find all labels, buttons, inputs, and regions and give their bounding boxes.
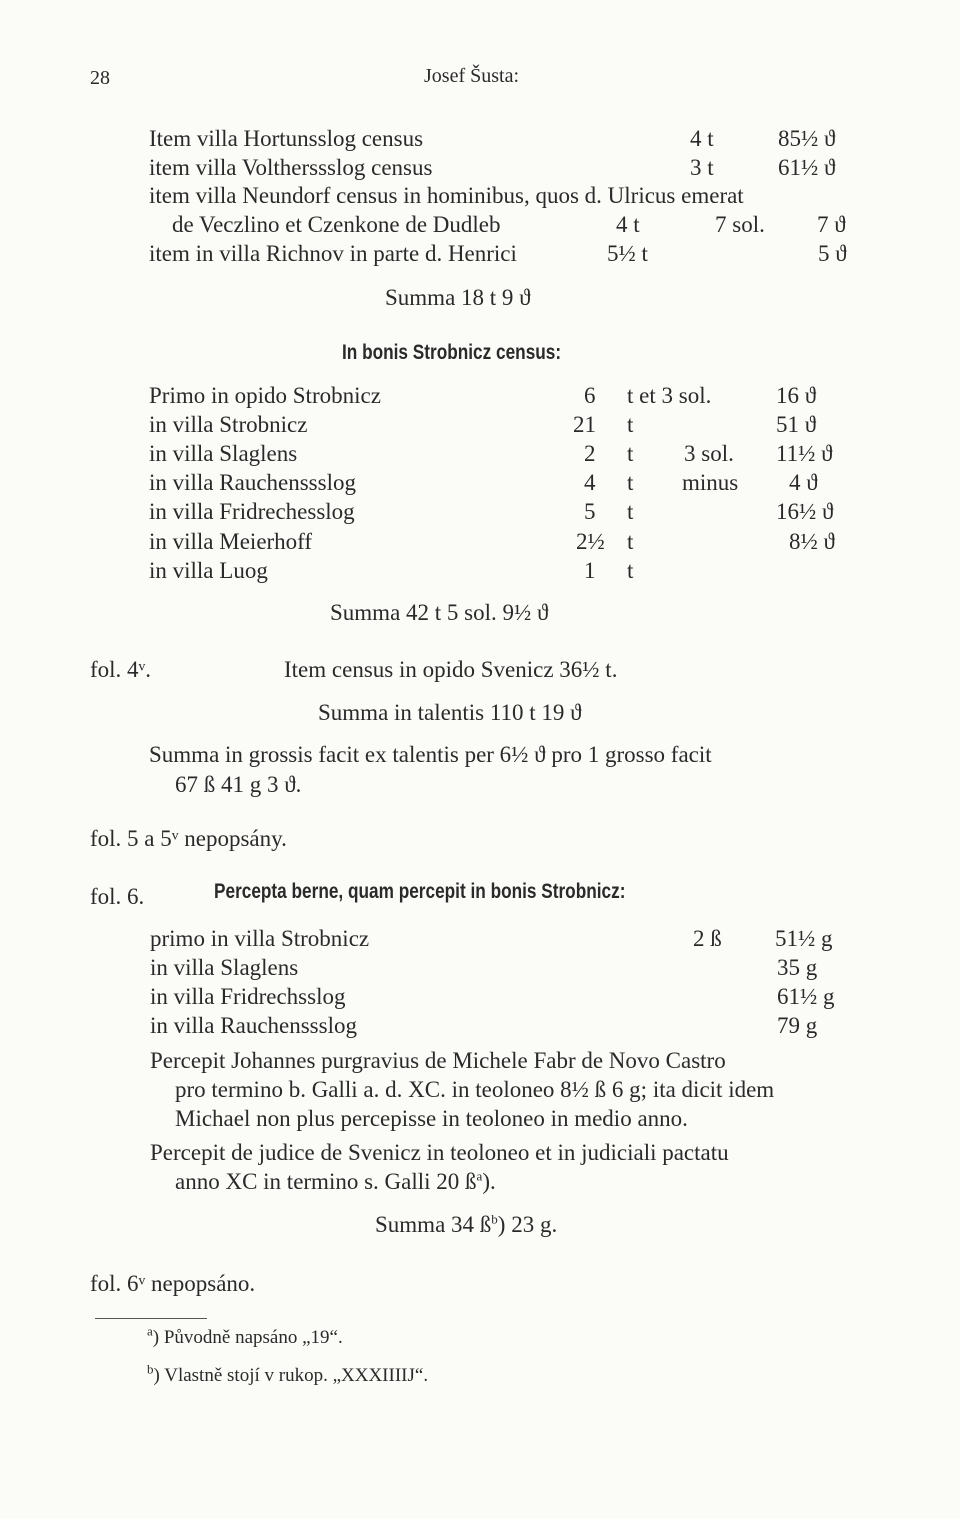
row-denarii: 16½ ϑ [776,499,834,524]
entry-richnov-talents: 5½ t [607,241,648,266]
row-place: in villa Meierhoff [149,529,313,554]
entry-voltherssslog-talents: 3 t [690,155,714,180]
row-grossi: 79 g [777,1013,818,1038]
row-talents: t [627,529,634,554]
folio-6v-note: fol. 6ᵛ nepopsáno. [90,1271,256,1296]
row-talents: t [627,470,634,495]
row-place: in villa Slaglens [150,955,299,980]
row-grossi: 61½ g [777,984,835,1009]
entry-hortunsslog: Item villa Hortunsslog census [149,126,424,151]
row-denarii: 16 ϑ [776,383,817,408]
row-talents: t [627,441,634,466]
paragraph-johannes-line1: Percepit Johannes purgravius de Michele Fabr de Novo Castro [150,1048,726,1073]
running-title: Josef Šusta: [424,65,519,87]
paragraph-johannes-line2: pro termino b. Galli a. d. XC. in teoloneo 8½ ß 6 g; ita dicit idem [175,1077,775,1102]
summa-grossis-line2: 67 ß 41 g 3 ϑ. [175,772,302,797]
paragraph-svenicz-line2: anno XC in termino s. Galli 20 $ß^a$). [175,1168,496,1194]
row-place: in villa Luog [149,558,268,583]
row-grossi: 51½ g [775,926,833,951]
entry-voltherssslog: item villa Voltherssslog census [149,155,433,180]
footnote-divider [95,1318,207,1319]
row-denarii: 4 ϑ [789,470,818,495]
row-talents: t et 3 sol. [627,383,712,408]
row-place: Primo in opido Strobnicz [149,383,381,408]
summa-grossis-line1: Summa in grossis facit ex talentis per 6½ ϑ pro 1 grosso facit [149,742,712,767]
section-heading-berne: Percepta berne, quam percepit in bonis Strobnicz: [214,880,626,903]
row-talents: t [627,412,634,437]
paragraph-johannes-line3: Michael non plus percepisse in teoloneo in medio anno. [175,1106,688,1131]
entry-neundorf-line1: item villa Neundorf census in hominibus, quos d. Ulricus emerat [149,183,744,208]
entry-neundorf-sol: 7 sol. [715,212,765,237]
row-place: in villa Rauchenssslog [150,1013,357,1038]
section-heading-strobnicz: In bonis Strobnicz census: [342,341,562,364]
row-number: 21 [573,412,596,437]
entry-hortunsslog-talents: 4 t [690,126,714,151]
footnote-b: $^b$) Vlastně stojí v rukop. „XXXIIIIJ“. [147,1361,429,1386]
footnote-ref-b: b [491,1211,498,1227]
paragraph-svenicz-line1: Percepit de judice de Svenicz in teoloneo et in judiciali pactatu [150,1140,729,1165]
row-sexagenae: 2 ß [693,926,722,951]
row-grossi: 35 g [777,955,818,980]
row-extra: 3 sol. [684,441,734,466]
folio-5-note: fol. 5 a 5ᵛ nepopsány. [90,826,287,851]
entry-hortunsslog-denarii: 85½ ϑ [778,126,836,151]
entry-neundorf-talents: 4 t [616,212,640,237]
summa-block1: Summa 18 t 9 ϑ [385,285,531,310]
summa-strobnicz: Summa 42 t 5 sol. 9½ ϑ [330,600,549,625]
entry-neundorf-line2: de Veczlino et Czenkone de Dudleb [172,212,501,237]
folio-4v-label: fol. 4ᵛ. [90,657,152,682]
row-number: 2½ [576,529,605,554]
entry-voltherssslog-denarii: 61½ ϑ [778,155,836,180]
entry-neundorf-denarii: 7 ϑ [817,212,846,237]
row-number: 4 [584,470,596,495]
page-number: 28 [90,67,110,89]
row-place: in villa Rauchenssslog [149,470,356,495]
row-number: 2 [584,441,596,466]
row-place: in villa Slaglens [149,441,298,466]
row-denarii: 8½ ϑ [789,529,835,554]
row-talents: t [627,558,634,583]
summa-talentis: Summa in talentis 110 t 19 ϑ [318,700,582,725]
row-place: primo in villa Strobnicz [150,926,370,951]
row-denarii: 51 ϑ [776,412,817,437]
folio-4v-text: Item census in opido Svenicz 36½ t. [284,657,618,682]
row-number: 5 [584,499,596,524]
row-denarii: 11½ ϑ [776,441,833,466]
summa-final: Summa 34 $ß^b$) 23 g. [375,1211,558,1237]
row-extra: minus [682,470,739,495]
row-place: in villa Strobnicz [149,412,308,437]
row-number: 1 [584,558,596,583]
footnote-ref-a: a [476,1168,483,1184]
entry-richnov-denarii: 5 ϑ [818,241,847,266]
row-number: 6 [584,383,596,408]
folio-6-label: fol. 6. [90,884,145,909]
footnote-a: $^a$) Původně napsáno „19“. [147,1323,343,1348]
entry-richnov: item in villa Richnov in parte d. Henrici [149,241,517,266]
row-place: in villa Fridrechsslog [150,984,346,1009]
row-talents: t [627,499,634,524]
row-place: in villa Fridrechesslog [149,499,355,524]
